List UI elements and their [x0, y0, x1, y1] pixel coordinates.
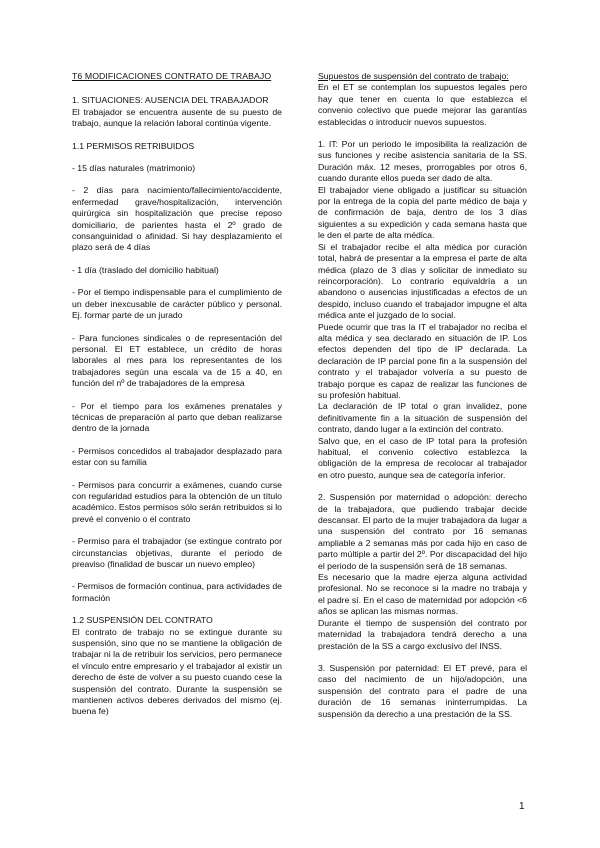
- paternidad-paragraph: 3. Suspensión por paternidad: El ET prevé, para el caso del nacimiento de un hijo/adopción, una suspensión del contrato para el padre de una duración de 16 semanas ininterrumpidas. La suspensión da derecho a una prestación de la SS.: [318, 662, 527, 719]
- it-paragraph: Salvo que, en el caso de IP total para la profesión habitual, el convenio colectivo establezca la obligación de la empresa de recolocar al trabajador en otro puesto, aunque sea de categoría inferior.: [318, 435, 527, 480]
- it-paragraph: La declaración de IP total o gran invalidez, pone definitivamente fin a la situación de suspensión del contrato, dando lugar a la extinción del contrato.: [318, 401, 527, 435]
- document-title: T6 MODIFICACIONES CONTRATO DE TRABAJO: [72, 71, 272, 81]
- section-1-heading: 1. SITUACIONES: AUSENCIA DEL TRABAJADOR: [72, 95, 269, 106]
- permiso-item: - Por el tiempo indispensable para el cumplimiento de un deber inexcusable de carácter público y personal. Ej. formar parte de un jurado: [72, 287, 282, 321]
- suspension-intro: En el ET se contemplan los supuestos legales pero hay que tener en cuenta lo que establezca el convenio colectivo que puede mejorar las garantías establecidas o introducir nuevos supuestos.: [318, 82, 527, 127]
- maternidad-paragraph: 2. Suspensión por maternidad o adopción: derecho de la trabajadora, que pudiendo trabajar decide descansar. El parto de la mujer trabajadora da lugar a una suspensión del contrato por 16 semanas ampliable a 2 semanas más por cada hijo en caso de parto múltiple a partir del 2º. Por discapacidad del hijo el periodo de la suspensión será de 18 semanas.: [318, 492, 527, 571]
- left-column: [72, 71, 282, 718]
- permiso-item: - Permiso para el trabajador (se extingue contrato por circunstancias objetivas, durante el periodo de preaviso (finalidad de buscar un nuevo empleo): [72, 536, 282, 569]
- it-paragraph: El trabajador viene obligado a justificar su situación por la entrega de la copia del parte médico de baja y de confirmación de baja, dentro de los 3 días siguientes a su expedición y cada semana hasta que le den el parte de alta médica.: [318, 184, 527, 241]
- it-paragraph: 1. IT: Por un periodo le imposibilita la realización de sus funciones y recibe asistencia sanitaria de la SS. Duración máx. 12 meses, prorrogables por otros 6, cuando durante ellos pueda ser dado de alta.: [318, 139, 527, 184]
- section-1-2-text: El contrato de trabajo no se extingue durante su suspensión, sino que no se mantiene la obligación de trabajar ni la de retribuir los servicios, pero permanece el vínculo entre empresario y el trabajador al existir un derecho de éste de volver a su puesto cuando cese la suspensión del contrato. Durante la suspensión se mantienen activos deberes derivados del mismo (ej. buena fe): [72, 626, 282, 717]
- permiso-item: - 1 día (traslado del domicilio habitual): [72, 264, 219, 275]
- permiso-item: - 2 días para nacimiento/fallecimiento/accidente, enfermedad grave/hospitalización, intervención quirúrgica sin hospitalización que precise reposo domiciliario, de parientes hasta el 2º grado de consanguinidad o afinidad. Si hay desplazamiento el plazo será de 4 días: [72, 185, 282, 253]
- permiso-item: - Permisos concedidos al trabajador desplazado para estar con su familia: [72, 445, 282, 468]
- maternidad-paragraph: Es necesario que la madre ejerza alguna actividad profesional. No se reconoce si la madre no trabaja y el padre sí. En el caso de maternidad por adopción <6 años se aplican las mismas normas.: [318, 572, 527, 617]
- permiso-item: - Permisos de formación continua, para actividades de formación: [72, 581, 282, 603]
- permiso-item: - 15 días naturales (matrimonio): [72, 163, 196, 174]
- right-column: [318, 71, 527, 720]
- it-paragraph: Puede ocurrir que tras la IT el trabajador no reciba el alta médica y sea declarado en situación de IP. Los efectos dependen del tipo de IP declarada. La declaración de IP parcial pone fin a la suspensión del contrato y el trabajador volvería a su puesto de trabajo porque es capaz de realizar las funciones de su profesión habitual.: [318, 321, 527, 400]
- section-1-2-heading: 1.2 SUSPENSIÓN DEL CONTRATO: [72, 615, 213, 626]
- section-1-intro: El trabajador se encuentra ausente de su puesto de trabajo, aunque la relación laboral continúa vigente.: [72, 106, 282, 129]
- it-paragraph: Si el trabajador recibe el alta médica por curación total, habrá de presentar a la empresa el parte de alta médica (plazo de 3 días y solicitar de inmediato su reincorporación). Lo contrario equivaldría a un abandono o ausencias injustificadas a efectos de un despido, incluso cuando el trabajador impugne el alta médica ante el juzgado de lo social.: [318, 241, 527, 321]
- permiso-item: - Permisos para concurrir a exámenes, cuando curse con regularidad estudios para la obtención de un título académico. Estos permisos sólo serán retribuidos si lo prevé el convenio o el contrato: [72, 479, 282, 524]
- permiso-item: - Para funciones sindicales o de representación del personal. El ET establece, un crédito de horas laborales al mes para los representantes de los trabajadores según una escala va de 15 a 40, en función del nº de trabajadores de la empresa: [72, 332, 282, 389]
- maternidad-paragraph: Durante el tiempo de suspensión del contrato por maternidad la trabajadora tendrá derecho a una prestación de la SS a cargo exclusivo del INSS.: [318, 617, 527, 651]
- section-1-1-heading: 1.1 PERMISOS RETRIBUIDOS: [72, 140, 195, 151]
- permiso-item: - Por el tiempo para los exámenes prenatales y técnicas de preparación al parto que deban realizarse dentro de la jornada: [72, 400, 282, 434]
- page-number: 1: [519, 801, 525, 812]
- suspension-title: Supuestos de suspensión del contrato de trabajo:: [318, 71, 509, 81]
